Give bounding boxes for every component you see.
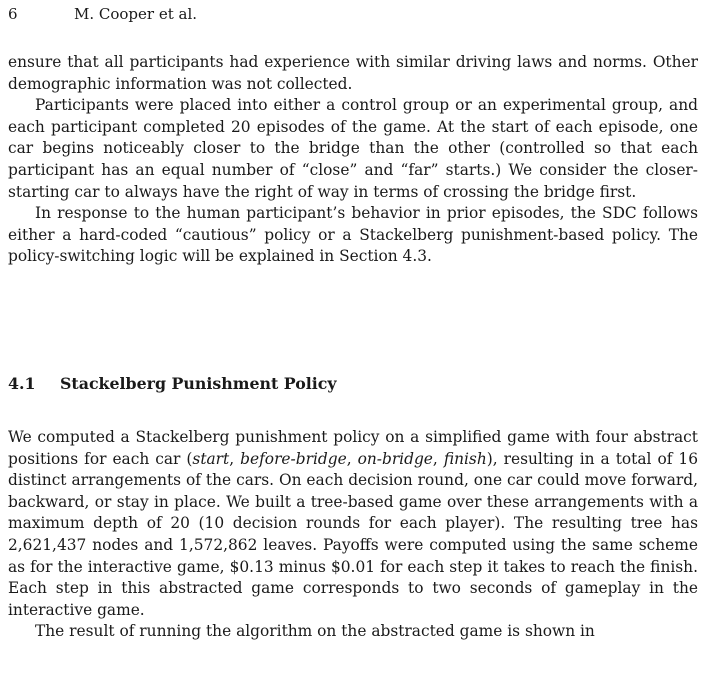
position-on-bridge: on-bridge [357, 449, 433, 468]
paragraph-text: ), resulting in a total of 16 distinct arrangements of the cars. On each decision round, one car could move forward, backward, or stay in place. We built a tree-based game over these arrangements with a maximum depth of 20 (10 decision rounds for each player). The resulting tree has 2,621,437 nodes and 1,572,862 leaves. Payoffs were computed using the same scheme as for the interactive game, $0.13 minus $0.01 for each step it takes to reach the finish. Each step in this abstracted game corresponds to two seconds of gameplay in the interactive game. [8, 449, 699, 619]
paragraph-continuation: ensure that all participants had experience with similar driving laws and norms. Other demographic information was not collected. [8, 53, 698, 93]
paragraph-text: We computed a Stackelberg punishment policy on a simplified game with four abstract positions for each car ( [8, 428, 698, 468]
section-number: 4.1 [8, 374, 36, 393]
separator: , [432, 449, 444, 468]
section-heading [8, 373, 337, 395]
body-text-section [8, 427, 698, 643]
page-number: 6 [8, 5, 18, 23]
paragraph-stackelberg [8, 427, 698, 621]
section-title: Stackelberg Punishment Policy [60, 374, 337, 393]
body-text-top [8, 52, 698, 268]
position-start: start [192, 449, 230, 468]
position-before-bridge: before-bridge [240, 449, 347, 468]
running-head [8, 4, 698, 24]
separator: , [229, 449, 241, 468]
paragraph-result: The result of running the algorithm on the abstracted game is shown in [35, 622, 595, 641]
running-head-authors: M. Cooper et al. [74, 5, 198, 23]
paragraph-sdc-policy: In response to the human participant’s behavior in prior episodes, the SDC follows either a hard-coded “cautious” policy or a Stackelberg punishment-based policy. The policy-switching logic will be explained in Section 4.3. [8, 204, 698, 266]
position-finish: finish [443, 449, 487, 468]
separator: , [346, 449, 358, 468]
paragraph-participants: Participants were placed into either a control group or an experimental group, and each participant completed 20 episodes of the game. At the start of each episode, one car begins noticeably closer to the bridge than the other (controlled so that each participant has an equal number of “close” and “far” starts.) We consider the closer-starting car to always have the right of way in terms of crossing the bridge first. [8, 96, 698, 201]
